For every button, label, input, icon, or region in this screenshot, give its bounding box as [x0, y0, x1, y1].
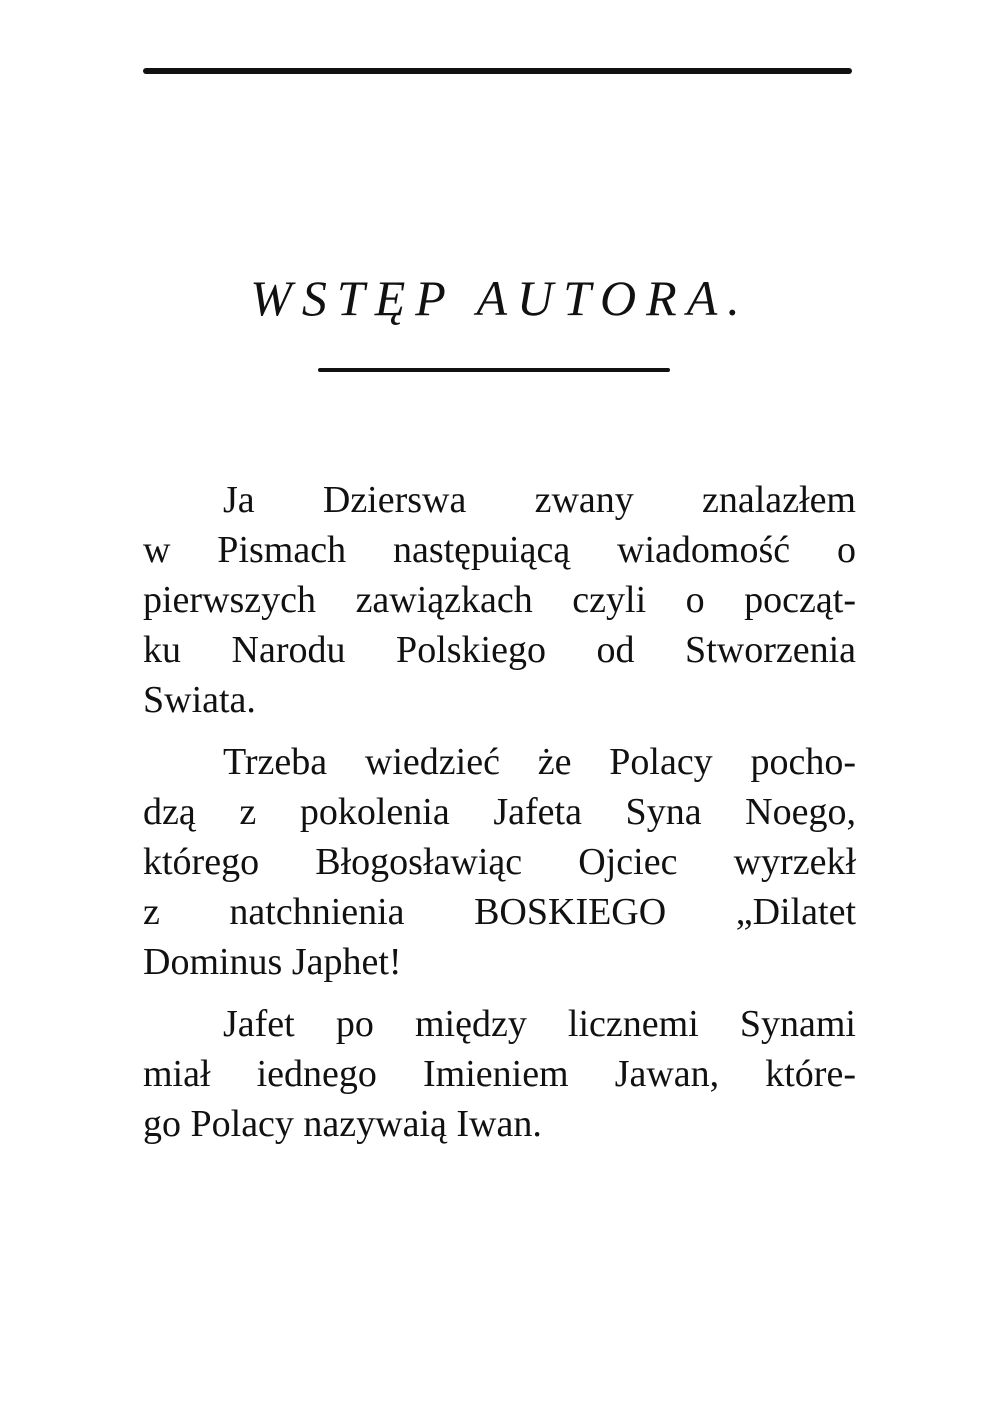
text-line: Dominus Japhet!: [143, 941, 402, 983]
heading-rule: [318, 368, 670, 372]
body-text: [143, 475, 856, 1149]
top-rule: [143, 68, 852, 74]
text-line: pierwszych zawiązkach czyli o począt-: [143, 579, 856, 621]
text-line: miał iednego Imieniem Jawan, które-: [143, 1053, 856, 1095]
chapter-heading: WSTĘP AUTORA.: [250, 270, 750, 326]
paragraph-2: [143, 737, 856, 987]
paragraph-3: [143, 999, 856, 1149]
text-line: którego Błogosławiąc Ojciec wyrzekł: [143, 841, 856, 883]
text-line: dzą z pokolenia Jafeta Syna Noego,: [143, 791, 856, 833]
text-line: ku Narodu Polskiego od Stworzenia: [143, 629, 856, 671]
text-line: Swiata.: [143, 679, 256, 721]
paragraph-1: [143, 475, 856, 725]
text-line: Jafet po między licznemi Synami: [223, 1003, 856, 1045]
text-line: Trzeba wiedzieć że Polacy pocho-: [223, 741, 856, 783]
text-line: Ja Dzierswa zwany znalazłem: [223, 479, 856, 521]
text-line: z natchnienia BOSKIEGO „Dilatet: [143, 891, 856, 933]
text-line: go Polacy nazywaią Iwan.: [143, 1103, 542, 1145]
text-line: w Pismach następuiącą wiadomość o: [143, 529, 856, 571]
